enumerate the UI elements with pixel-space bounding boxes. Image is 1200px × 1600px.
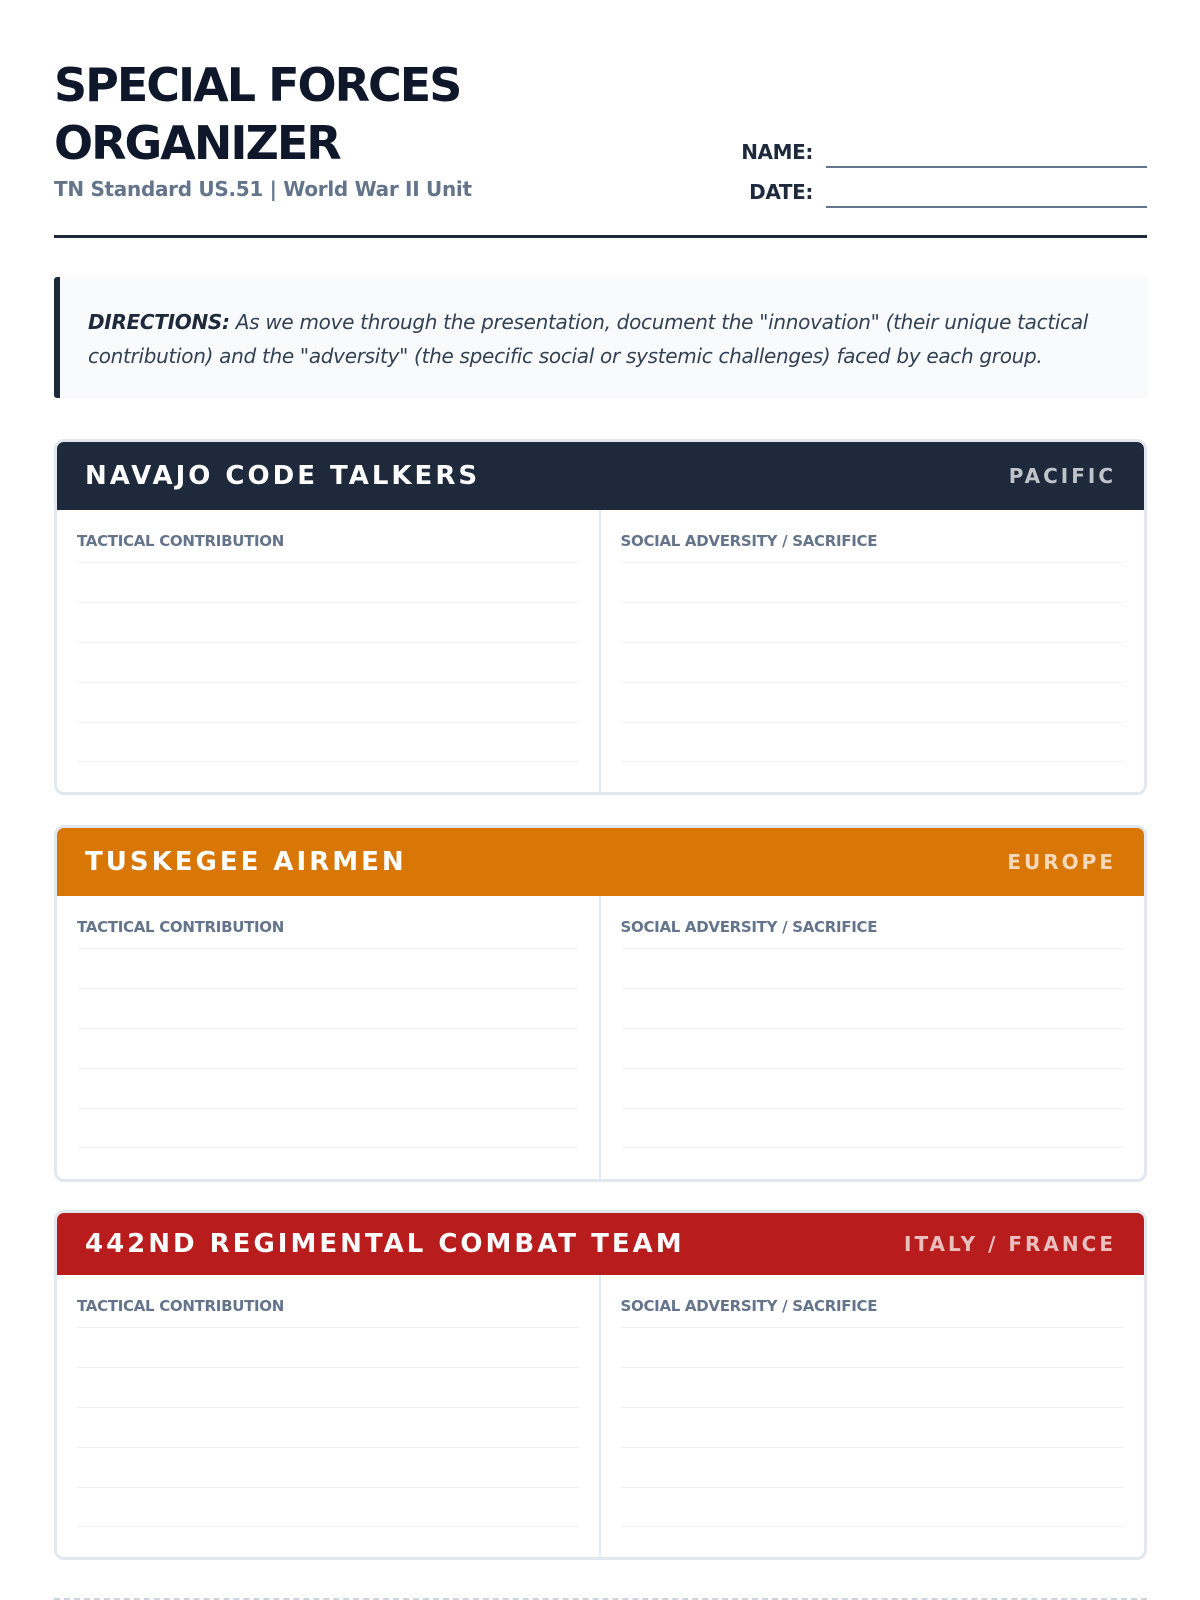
writing-line[interactable] (77, 1108, 579, 1148)
writing-line[interactable] (621, 1327, 1125, 1367)
worksheet-header (54, 56, 1147, 238)
name-label: NAME: (741, 140, 813, 164)
tactical-contribution-label: TACTICAL CONTRIBUTION (77, 918, 285, 936)
writing-line[interactable] (621, 722, 1125, 762)
page-subtitle: TN Standard US.51 | World War II Unit (54, 177, 472, 201)
tactical-contribution-label: TACTICAL CONTRIBUTION (77, 532, 285, 550)
writing-line[interactable] (621, 1447, 1125, 1487)
writing-line[interactable] (77, 682, 579, 722)
writing-line[interactable] (77, 1487, 579, 1527)
name-field[interactable] (735, 132, 1147, 168)
writing-line[interactable] (621, 1367, 1125, 1407)
writing-line[interactable] (621, 602, 1125, 642)
unit-region: EUROPE (1007, 850, 1116, 874)
unit-name: NAVAJO CODE TALKERS (85, 461, 481, 491)
writing-line[interactable] (77, 1407, 579, 1447)
date-input-line[interactable] (826, 206, 1147, 208)
writing-line[interactable] (621, 988, 1125, 1028)
social-adversity-label: SOCIAL ADVERSITY / SACRIFICE (620, 532, 878, 550)
unit-card-header (57, 442, 1144, 510)
writing-line[interactable] (77, 948, 579, 988)
unit-card (54, 825, 1147, 1182)
unit-name: TUSKEGEE AIRMEN (85, 847, 407, 877)
writing-line[interactable] (621, 642, 1125, 682)
unit-card-body (57, 896, 1144, 1179)
page-title (54, 56, 614, 172)
writing-line[interactable] (77, 642, 579, 682)
date-label: DATE: (749, 180, 813, 204)
unit-name: 442ND REGIMENTAL COMBAT TEAM (85, 1229, 685, 1259)
writing-line[interactable] (621, 682, 1125, 722)
directions-box (54, 277, 1147, 398)
writing-line[interactable] (621, 1068, 1125, 1108)
writing-line[interactable] (621, 562, 1125, 602)
writing-line[interactable] (621, 1028, 1125, 1068)
unit-card-body (57, 1275, 1144, 1557)
writing-line[interactable] (621, 1487, 1125, 1527)
social-adversity-column[interactable] (601, 1275, 1145, 1557)
title-line-1: SPECIAL FORCES (54, 58, 461, 112)
writing-line[interactable] (77, 988, 579, 1028)
writing-line[interactable] (77, 1327, 579, 1367)
name-input-line[interactable] (826, 166, 1147, 168)
writing-line[interactable] (77, 1028, 579, 1068)
writing-line[interactable] (77, 1367, 579, 1407)
tactical-contribution-column[interactable] (57, 1275, 601, 1557)
unit-card (54, 439, 1147, 795)
social-adversity-label: SOCIAL ADVERSITY / SACRIFICE (620, 918, 878, 936)
date-field[interactable] (735, 172, 1147, 208)
directions-body: As we move through the presentation, document the "innovation" (their unique tactical contribution) and the "adversity" (the specific social or systemic challenges) faced by each group. (88, 310, 1089, 368)
unit-card-header (57, 828, 1144, 896)
tactical-contribution-column[interactable] (57, 896, 601, 1179)
social-adversity-column[interactable] (601, 896, 1145, 1179)
writing-line[interactable] (77, 1447, 579, 1487)
tactical-contribution-label: TACTICAL CONTRIBUTION (77, 1297, 285, 1315)
writing-line[interactable] (621, 1108, 1125, 1148)
social-adversity-label: SOCIAL ADVERSITY / SACRIFICE (620, 1297, 878, 1315)
tactical-contribution-column[interactable] (57, 510, 601, 792)
writing-line[interactable] (621, 948, 1125, 988)
unit-card (54, 1210, 1147, 1560)
writing-line[interactable] (77, 722, 579, 762)
unit-region: PACIFIC (1008, 464, 1116, 488)
directions-lead: DIRECTIONS: (88, 310, 230, 334)
social-adversity-column[interactable] (601, 510, 1145, 792)
writing-line[interactable] (77, 562, 579, 602)
unit-card-body (57, 510, 1144, 792)
unit-card-header (57, 1213, 1144, 1275)
unit-region: ITALY / FRANCE (904, 1232, 1116, 1256)
writing-line[interactable] (77, 602, 579, 642)
writing-line[interactable] (621, 1407, 1125, 1447)
title-line-2: ORGANIZER (54, 116, 340, 170)
writing-line[interactable] (77, 1068, 579, 1108)
directions-text (88, 305, 1107, 373)
